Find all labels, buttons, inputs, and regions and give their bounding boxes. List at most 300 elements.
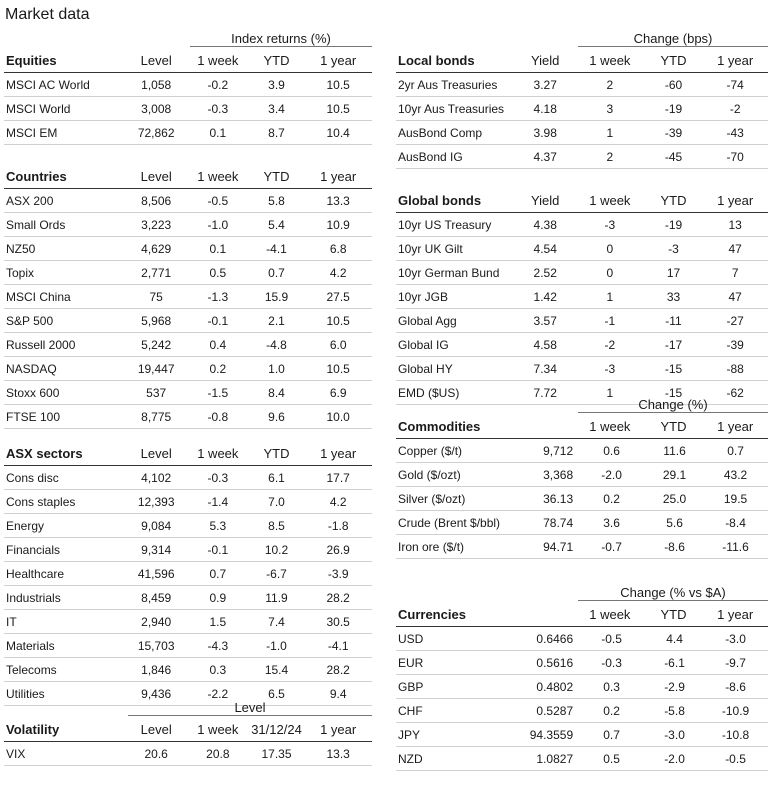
table-cell: 20.8 xyxy=(206,746,230,761)
table-cell: 0.6 xyxy=(603,443,620,458)
table-row xyxy=(4,538,372,562)
column-header: Global bonds xyxy=(398,193,482,208)
column-header: YTD xyxy=(660,53,687,68)
table-cell: 3,008 xyxy=(141,101,172,116)
table-cell: 2.1 xyxy=(268,313,285,328)
column-header: YTD xyxy=(660,607,687,622)
column-header: Local bonds xyxy=(398,53,475,68)
table-cell: -4.1 xyxy=(327,638,349,653)
table-cell: -1.0 xyxy=(207,217,229,232)
column-header: 1 week xyxy=(197,169,239,184)
row-label: NZ50 xyxy=(6,241,36,256)
table-cell: -0.5 xyxy=(207,193,229,208)
column-header: 1 year xyxy=(717,419,754,434)
row-label: Cons staples xyxy=(6,494,76,509)
column-header: 1 week xyxy=(589,607,631,622)
table-cell: 1,846 xyxy=(141,662,172,677)
row-label: AusBond IG xyxy=(398,149,463,164)
table-cell: -0.5 xyxy=(601,631,622,646)
table-cell: -3 xyxy=(604,217,616,232)
table-cell: 0.2 xyxy=(209,361,227,376)
row-label: NASDAQ xyxy=(6,361,57,376)
table-row xyxy=(4,73,372,97)
column-header: 1 week xyxy=(589,419,631,434)
table-cell: 29.1 xyxy=(662,467,687,482)
row-label: Utilities xyxy=(6,686,45,701)
table-cell: 10.5 xyxy=(326,313,350,328)
table-cell: -15 xyxy=(664,385,683,400)
table-cell: 9.4 xyxy=(329,686,347,701)
table-row xyxy=(4,121,372,145)
table-cell: 3,368 xyxy=(543,467,574,482)
row-label: 2yr Aus Treasuries xyxy=(398,77,498,92)
group-rule xyxy=(128,715,372,716)
table-cell: -2.9 xyxy=(664,679,685,694)
row-label: EMD ($US) xyxy=(398,385,460,400)
column-header: YTD xyxy=(263,53,290,68)
table-cell: 5.4 xyxy=(268,217,285,232)
row-label: Healthcare xyxy=(6,566,65,581)
table-cell: -8.6 xyxy=(725,679,746,694)
table-cell: 25.0 xyxy=(662,491,687,506)
table-cell: 537 xyxy=(146,385,167,400)
table-cell: 15,703 xyxy=(137,638,175,653)
table-cell: -0.1 xyxy=(207,313,229,328)
table-cell: 1.5 xyxy=(209,614,227,629)
table-cell: 3,223 xyxy=(141,217,172,232)
table-cell: -3 xyxy=(604,361,616,376)
table-header-row xyxy=(396,415,768,439)
table-cell: -1.0 xyxy=(266,638,287,653)
table-cell: -3.9 xyxy=(327,566,349,581)
group-rule xyxy=(190,46,372,47)
table-row xyxy=(4,381,372,405)
page-title: Market data xyxy=(5,6,90,23)
table-cell: 20.6 xyxy=(144,746,168,761)
table-cell: 6.5 xyxy=(268,686,285,701)
column-header: 1 year xyxy=(320,169,357,184)
group-label: Change (bps) xyxy=(633,31,713,46)
commodities-table xyxy=(396,395,768,559)
table-cell: -11 xyxy=(665,313,682,328)
table-cell: 3.6 xyxy=(603,515,620,530)
table-cell: 28.2 xyxy=(326,662,350,677)
column-header: 1 year xyxy=(717,193,754,208)
table-row xyxy=(396,97,768,121)
table-header-row xyxy=(4,442,372,466)
group-label: Level xyxy=(234,700,266,715)
row-label: Financials xyxy=(6,542,61,557)
table-cell: -39 xyxy=(664,125,683,140)
table-cell: 3.98 xyxy=(533,125,557,140)
table-cell: -8.4 xyxy=(725,515,746,530)
table-cell: -2 xyxy=(604,337,616,352)
table-cell: 0.1 xyxy=(209,241,227,256)
row-label: CHF xyxy=(398,703,423,718)
column-header: Volatility xyxy=(6,722,60,737)
table-header-row xyxy=(4,49,372,73)
table-cell: 36.13 xyxy=(543,491,574,506)
table-cell: 47 xyxy=(728,289,742,304)
row-label: Cons disc xyxy=(6,470,59,485)
table-cell: 17 xyxy=(666,265,681,280)
table-row xyxy=(396,285,768,309)
table-cell: 2,940 xyxy=(141,614,172,629)
table-cell: 6.9 xyxy=(329,385,347,400)
table-row xyxy=(396,463,768,487)
table-row xyxy=(396,237,768,261)
row-label: Iron ore ($/t) xyxy=(398,539,465,554)
table-cell: -3 xyxy=(668,241,679,256)
local-bonds-table xyxy=(396,29,768,169)
table-cell: 75 xyxy=(149,289,163,304)
table-cell: 0.1 xyxy=(209,125,227,140)
table-cell: -62 xyxy=(726,385,744,400)
table-cell: 3.9 xyxy=(268,77,285,92)
column-header: 31/12/24 xyxy=(251,722,302,737)
table-cell: 6.8 xyxy=(329,241,347,256)
table-row xyxy=(4,261,372,285)
table-row xyxy=(396,535,768,559)
table-row xyxy=(4,586,372,610)
table-cell: -0.3 xyxy=(601,655,622,670)
table-cell: 10.0 xyxy=(326,409,350,424)
table-header-row xyxy=(396,189,768,213)
asx-sectors-table xyxy=(4,442,372,706)
column-header: YTD xyxy=(263,169,290,184)
group-rule xyxy=(578,412,768,413)
row-label: ASX 200 xyxy=(6,193,54,208)
table-cell: 0.5287 xyxy=(536,703,574,718)
table-cell: 7.0 xyxy=(268,494,285,509)
table-header-row xyxy=(396,603,768,627)
table-cell: 19,447 xyxy=(137,361,175,376)
table-cell: -0.2 xyxy=(207,77,229,92)
table-row xyxy=(4,237,372,261)
table-cell: 0.5616 xyxy=(536,655,574,670)
table-header-row xyxy=(4,165,372,189)
table-cell: 26.9 xyxy=(326,542,350,557)
table-cell: 8,775 xyxy=(141,409,172,424)
column-header: Yield xyxy=(530,53,560,68)
table-cell: -39 xyxy=(726,337,744,352)
row-label: JPY xyxy=(398,727,421,742)
table-cell: 8,506 xyxy=(141,193,172,208)
table-cell: 17.35 xyxy=(261,746,292,761)
table-cell: -0.8 xyxy=(207,409,229,424)
table-row xyxy=(4,333,372,357)
table-header-row xyxy=(396,49,768,73)
table-cell: 2,771 xyxy=(141,265,172,280)
column-header: 1 year xyxy=(717,607,754,622)
column-header: YTD xyxy=(660,193,687,208)
table-cell: -11.6 xyxy=(722,539,749,554)
table-cell: -3.0 xyxy=(664,727,685,742)
table-cell: 2 xyxy=(606,77,614,92)
group-label: Index returns (%) xyxy=(231,31,331,46)
row-label: Copper ($/t) xyxy=(398,443,463,458)
row-label: Global HY xyxy=(398,361,453,376)
table-cell: 15.9 xyxy=(264,289,289,304)
row-label: Russell 2000 xyxy=(6,337,76,352)
table-cell: 4,102 xyxy=(141,470,172,485)
table-cell: 4.18 xyxy=(533,101,557,116)
table-row xyxy=(396,487,768,511)
table-cell: 4.2 xyxy=(329,265,347,280)
table-cell: 11.9 xyxy=(265,590,288,605)
countries-table xyxy=(4,165,372,429)
table-cell: 10.5 xyxy=(326,361,350,376)
table-cell: -2 xyxy=(729,101,741,116)
table-cell: -1.5 xyxy=(207,385,229,400)
table-cell: 10.4 xyxy=(326,125,350,140)
table-cell: -2.0 xyxy=(664,751,685,766)
group-rule xyxy=(578,46,768,47)
row-label: Gold ($/ozt) xyxy=(398,467,461,482)
table-cell: 10.2 xyxy=(264,542,289,557)
table-cell: 27.5 xyxy=(326,289,350,304)
table-row xyxy=(396,145,768,169)
table-cell: 5,242 xyxy=(141,337,172,352)
row-label: NZD xyxy=(398,751,423,766)
table-header-row xyxy=(4,718,372,742)
row-label: 10yr German Bund xyxy=(398,265,500,280)
table-cell: 0.5 xyxy=(603,751,620,766)
table-cell: 7.4 xyxy=(268,614,285,629)
table-cell: 5,968 xyxy=(141,313,172,328)
row-label: Materials xyxy=(6,638,55,653)
table-cell: 4,629 xyxy=(141,241,172,256)
table-cell: 11.6 xyxy=(663,443,686,458)
equities-group-header xyxy=(4,29,372,49)
table-cell: -1.3 xyxy=(207,289,229,304)
table-row xyxy=(4,742,372,766)
table-row xyxy=(4,466,372,490)
column-header: Level xyxy=(140,446,172,461)
table-cell: 4.54 xyxy=(533,241,557,256)
column-header: 1 week xyxy=(197,446,239,461)
table-cell: 10.9 xyxy=(326,217,350,232)
table-cell: -0.7 xyxy=(601,539,622,554)
table-row xyxy=(4,490,372,514)
table-cell: -9.7 xyxy=(725,655,746,670)
row-label: MSCI EM xyxy=(6,125,58,140)
table-row xyxy=(4,610,372,634)
table-cell: 4.37 xyxy=(533,149,557,164)
table-cell: 1.0827 xyxy=(536,751,574,766)
row-label: Global IG xyxy=(398,337,449,352)
table-cell: 9.6 xyxy=(268,409,285,424)
currencies-table xyxy=(396,583,768,771)
table-cell: -4.8 xyxy=(266,337,287,352)
table-cell: 6.0 xyxy=(329,337,347,352)
table-row xyxy=(4,309,372,333)
row-label: 10yr UK Gilt xyxy=(398,241,463,256)
row-label: S&P 500 xyxy=(6,313,54,328)
row-label: Energy xyxy=(6,518,45,533)
table-cell: -19 xyxy=(664,101,683,116)
table-cell: 0.7 xyxy=(727,443,744,458)
column-header: Level xyxy=(140,53,172,68)
column-header: Equities xyxy=(6,53,57,68)
table-cell: -74 xyxy=(726,77,744,92)
volatility-table xyxy=(4,698,372,766)
table-cell: 0.2 xyxy=(603,703,620,718)
local-bonds-group-header xyxy=(396,29,768,49)
table-cell: 0.2 xyxy=(603,491,620,506)
table-cell: 9,712 xyxy=(543,443,574,458)
column-header: Currencies xyxy=(398,607,466,622)
table-cell: -19 xyxy=(664,217,683,232)
table-cell: 3.57 xyxy=(533,313,557,328)
table-cell: 41,596 xyxy=(137,566,175,581)
table-cell: 0.3 xyxy=(209,662,227,677)
table-cell: -27 xyxy=(726,313,744,328)
currencies-group-header xyxy=(396,583,768,603)
table-row xyxy=(396,213,768,237)
row-label: Global Agg xyxy=(398,313,457,328)
table-cell: 2 xyxy=(606,149,614,164)
equities-table xyxy=(4,29,372,145)
group-label: Change (%) xyxy=(638,397,708,412)
table-cell: 72,862 xyxy=(137,125,175,140)
table-cell: 1 xyxy=(606,385,614,400)
table-cell: 30.5 xyxy=(326,614,350,629)
table-cell: -4.3 xyxy=(207,638,229,653)
table-cell: 13.3 xyxy=(326,746,350,761)
table-cell: 19.5 xyxy=(723,491,748,506)
table-cell: 10.5 xyxy=(326,101,350,116)
table-row xyxy=(396,261,768,285)
table-cell: 5.3 xyxy=(209,518,227,533)
table-row xyxy=(396,333,768,357)
column-header: ASX sectors xyxy=(6,446,83,461)
row-label: GBP xyxy=(398,679,424,694)
table-cell: 4.2 xyxy=(329,494,347,509)
column-header: Yield xyxy=(530,193,560,208)
table-cell: -5.8 xyxy=(664,703,685,718)
table-cell: -17 xyxy=(664,337,683,352)
row-label: Stoxx 600 xyxy=(6,385,60,400)
column-header: 1 week xyxy=(197,722,239,737)
table-cell: -1.4 xyxy=(207,494,229,509)
row-label: 10yr US Treasury xyxy=(398,217,492,232)
table-row xyxy=(396,73,768,97)
table-row xyxy=(396,121,768,145)
table-cell: 8,459 xyxy=(141,590,172,605)
table-cell: 1.42 xyxy=(533,289,557,304)
table-row xyxy=(4,357,372,381)
column-header: YTD xyxy=(660,419,687,434)
table-cell: -2.0 xyxy=(601,467,622,482)
table-cell: 28.2 xyxy=(326,590,350,605)
table-cell: 3.27 xyxy=(533,77,557,92)
row-label: Industrials xyxy=(6,590,61,605)
table-cell: 5.8 xyxy=(268,193,285,208)
table-cell: 13.3 xyxy=(326,193,350,208)
row-label: Small Ords xyxy=(6,217,66,232)
table-cell: -4.1 xyxy=(266,241,287,256)
column-header: 1 week xyxy=(589,193,631,208)
table-cell: 15.4 xyxy=(264,662,289,677)
table-cell: 1.0 xyxy=(268,361,285,376)
table-cell: 4.4 xyxy=(666,631,683,646)
table-cell: 0.6466 xyxy=(536,631,574,646)
table-cell: 47 xyxy=(728,241,742,256)
table-row xyxy=(4,562,372,586)
table-row xyxy=(396,511,768,535)
table-cell: 0.7 xyxy=(268,265,285,280)
table-row xyxy=(4,189,372,213)
global-bonds-table xyxy=(396,189,768,405)
column-header: Commodities xyxy=(398,419,481,434)
column-header: 1 year xyxy=(320,722,357,737)
table-cell: -10.8 xyxy=(721,727,750,742)
column-header: 1 year xyxy=(717,53,754,68)
table-cell: 4.58 xyxy=(533,337,557,352)
table-cell: -1 xyxy=(604,313,616,328)
table-cell: -70 xyxy=(726,149,744,164)
row-label: VIX xyxy=(6,746,26,761)
table-cell: -15 xyxy=(664,361,683,376)
table-cell: 1 xyxy=(606,125,614,140)
table-cell: 9,314 xyxy=(141,542,172,557)
commodities-group-header xyxy=(396,395,768,415)
table-cell: 7.34 xyxy=(533,361,557,376)
table-cell: -10.9 xyxy=(721,703,750,718)
table-row xyxy=(4,658,372,682)
table-cell: -6.1 xyxy=(664,655,685,670)
table-row xyxy=(396,723,768,747)
table-row xyxy=(396,747,768,771)
table-cell: -0.1 xyxy=(207,542,229,557)
table-cell: 8.5 xyxy=(268,518,285,533)
column-header: Countries xyxy=(6,169,67,184)
table-row xyxy=(4,213,372,237)
table-cell: 17.7 xyxy=(326,470,350,485)
column-header: Level xyxy=(140,722,172,737)
table-cell: -0.5 xyxy=(725,751,746,766)
table-cell: -88 xyxy=(726,361,744,376)
table-row xyxy=(396,309,768,333)
table-cell: -3.0 xyxy=(725,631,746,646)
table-row xyxy=(396,627,768,651)
row-label: Telecoms xyxy=(6,662,57,677)
table-cell: -8.6 xyxy=(664,539,685,554)
table-cell: 10.5 xyxy=(326,77,350,92)
table-cell: 3.4 xyxy=(268,101,285,116)
table-row xyxy=(396,651,768,675)
table-cell: 13 xyxy=(728,217,742,232)
table-row xyxy=(4,514,372,538)
row-label: MSCI World xyxy=(6,101,71,116)
table-cell: 94.71 xyxy=(543,539,574,554)
table-cell: 5.6 xyxy=(666,515,683,530)
table-row xyxy=(396,357,768,381)
table-cell: 4.38 xyxy=(533,217,557,232)
table-cell: -0.3 xyxy=(207,470,229,485)
table-cell: 9,436 xyxy=(141,686,172,701)
column-header: 1 week xyxy=(197,53,239,68)
table-cell: 0 xyxy=(606,265,614,280)
table-cell: 8.7 xyxy=(268,125,285,140)
table-cell: -60 xyxy=(664,77,683,92)
table-cell: 6.1 xyxy=(268,470,285,485)
row-label: IT xyxy=(6,614,17,629)
table-cell: 3 xyxy=(606,101,614,116)
table-row xyxy=(396,675,768,699)
column-header: YTD xyxy=(263,446,290,461)
